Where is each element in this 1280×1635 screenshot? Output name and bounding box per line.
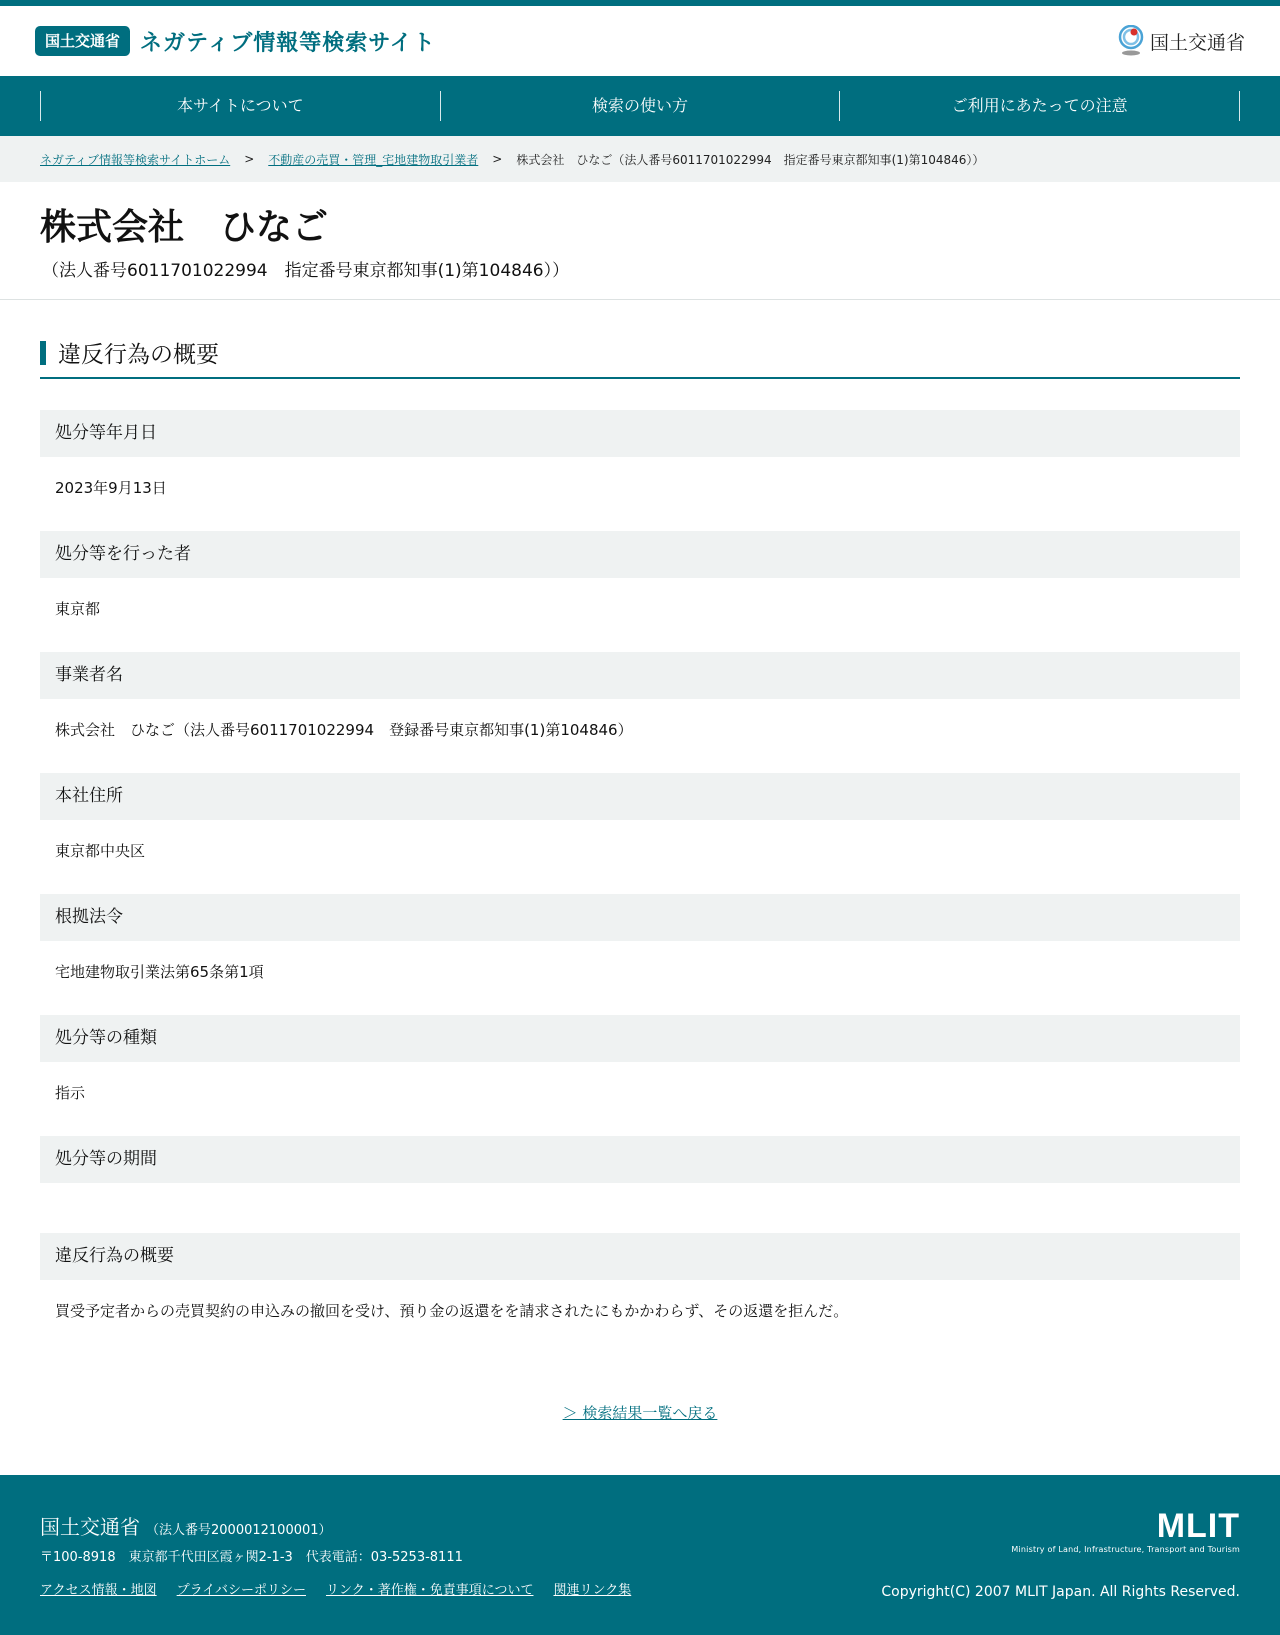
page-subtitle: （法人番号6011701022994 指定番号東京都知事(1)第104846）） (42, 261, 570, 281)
footer-link-related[interactable]: 関連リンク集 (553, 1583, 632, 1598)
breadcrumb-category-link[interactable]: 不動産の売買・管理_宅地建物取引業者 (268, 152, 479, 167)
footer-right (881, 1507, 1240, 1600)
copyright: Copyright(C) 2007 MLIT Japan. All Rights Reserved. (881, 1584, 1240, 1600)
global-nav (0, 76, 1280, 136)
detail-label-period: 処分等の期間 (40, 1136, 1240, 1183)
footer-link-copyright[interactable]: リンク・著作権・免責事項について (325, 1583, 534, 1598)
footer-corp-number: （法人番号2000012100001） (146, 1523, 332, 1538)
site-header (0, 6, 1280, 76)
detail-label-business-name: 事業者名 (40, 652, 1240, 699)
ministry-emblem-icon (1116, 25, 1146, 57)
back-to-results-link[interactable]: ＞ 検索結果一覧へ戻る (562, 1404, 718, 1422)
nav-item-how-to-search[interactable]: 検索の使い方 (440, 91, 840, 121)
site-brand[interactable] (35, 26, 436, 57)
section-heading (40, 336, 1240, 379)
main-content (0, 336, 1280, 1423)
section-heading-text: 違反行為の概要 (58, 342, 219, 368)
detail-label-head-office: 本社住所 (40, 773, 1240, 820)
detail-label-date: 処分等年月日 (40, 410, 1240, 457)
breadcrumb-separator: > (244, 152, 255, 166)
mlit-logo[interactable]: MLIT (1156, 1507, 1240, 1545)
site-footer (0, 1475, 1280, 1635)
ministry-logo[interactable] (1116, 25, 1245, 57)
detail-value-violation-summary: 買受予定者からの売買契約の申込みの撤回を受け、預り金の返還をを請求されたにもかかわらず、その返還を拒んだ。 (55, 1302, 849, 1320)
footer-link-access[interactable]: アクセス情報・地図 (40, 1583, 157, 1598)
detail-value-period (40, 1183, 1240, 1233)
section-heading-bar (40, 341, 46, 365)
breadcrumb-separator: > (492, 152, 503, 166)
page-title: 株式会社 ひなご (40, 206, 329, 248)
detail-value-disposition-type: 指示 (55, 1084, 86, 1102)
detail-value-business-name: 株式会社 ひなご（法人番号6011701022994 登録番号東京都知事(1)第104846） (55, 721, 633, 739)
detail-label-disposition-type: 処分等の種類 (40, 1015, 1240, 1062)
detail-value-legal-basis: 宅地建物取引業法第65条第1項 (55, 963, 264, 981)
detail-value-authority: 東京都 (55, 600, 101, 618)
footer-org-name: 国土交通省 (40, 1515, 140, 1539)
footer-address: 〒100-8918 東京都千代田区霞ヶ関2-1-3 代表電話：03-5253-8111 (40, 1550, 463, 1565)
detail-label-violation-summary: 違反行為の概要 (40, 1233, 1240, 1280)
nav-item-about[interactable]: 本サイトについて (40, 91, 440, 121)
site-title[interactable]: ネガティブ情報等検索サイト (140, 30, 436, 56)
ministry-badge: 国土交通省 (35, 26, 130, 56)
detail-value-head-office: 東京都中央区 (55, 842, 146, 860)
nav-item-usage-notes[interactable]: ご利用にあたっての注意 (839, 91, 1240, 121)
detail-label-authority: 処分等を行った者 (40, 531, 1240, 578)
ministry-logo-text: 国土交通省 (1149, 31, 1245, 54)
footer-link-privacy[interactable]: プライバシーポリシー (176, 1583, 306, 1598)
detail-label-legal-basis: 根拠法令 (40, 894, 1240, 941)
detail-list (40, 410, 1240, 1354)
breadcrumb (0, 136, 1280, 182)
detail-value-date: 2023年9月13日 (55, 479, 167, 497)
breadcrumb-home-link[interactable]: ネガティブ情報等検索サイトホーム (40, 152, 231, 167)
back-link-wrap (40, 1402, 1240, 1423)
breadcrumb-current: 株式会社 ひなご（法人番号6011701022994 指定番号東京都知事(1)第104846）） (516, 152, 985, 167)
page-head (0, 182, 1280, 300)
mlit-tagline: Ministry of Land, Infrastructure, Transport and Tourism (1011, 1545, 1240, 1554)
